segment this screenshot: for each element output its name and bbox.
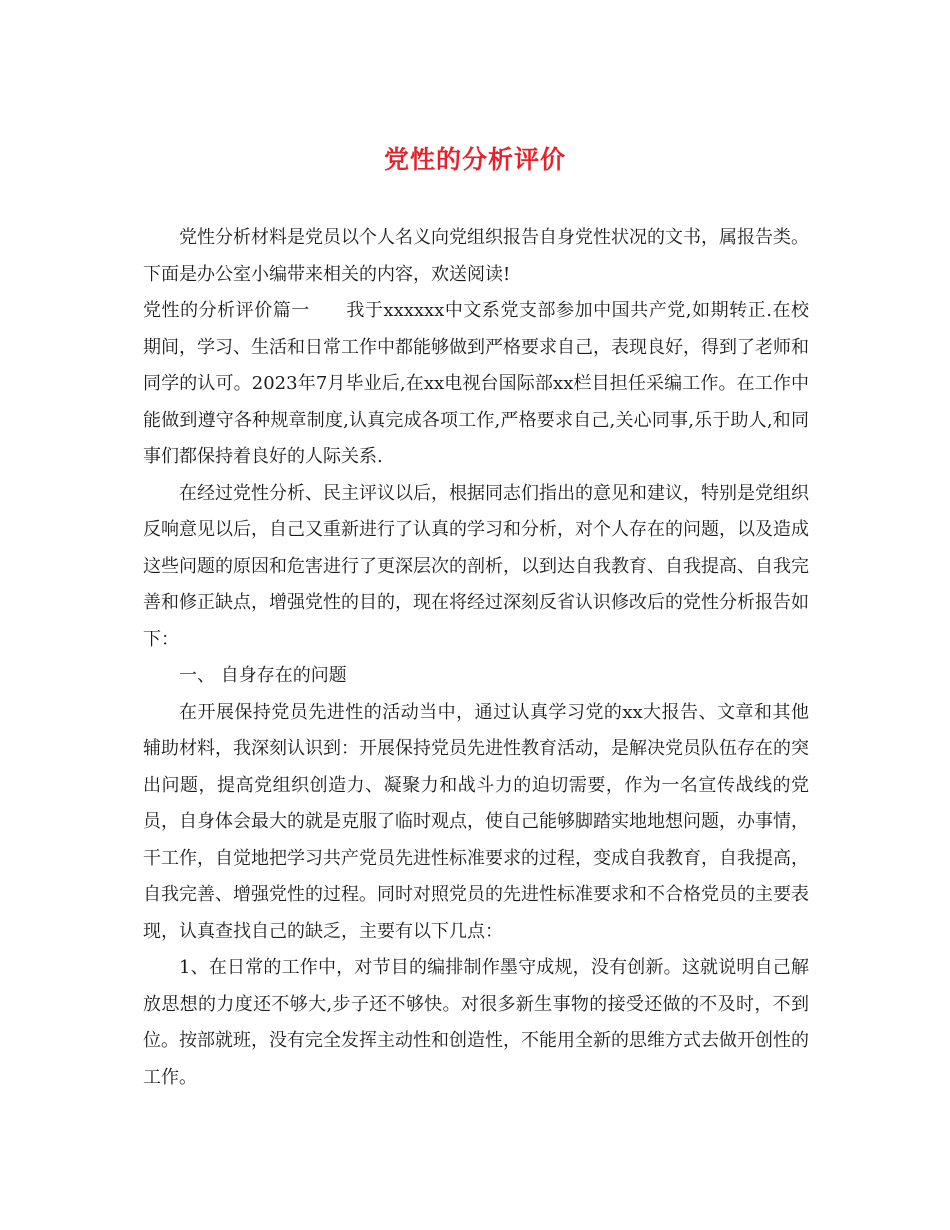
document-title: 党性的分析评价 xyxy=(383,145,566,174)
section-one-text: 我于xxxxxx中文系党支部参加中国共产党,如期转正.在校期间，学习、生活和日常工作中都能够做到严格要求自己，表现良好，得到了老师和同学的认可。2023年7月毕业后,在xx电视台国际部xx栏目担任采编工作。在工作中能做到遵守各种规章制度,认真完成各项工作,严格要求自己,关心同事,乐于助人,和同事们都保持着良好的人际关系. xyxy=(143,300,809,467)
point-one-paragraph: 1、在日常的工作中，对节目的编排制作墨守成规，没有创新。这就说明自己解放思想的力度还不够大,步子还不够快。对很多新生事物的接受还做的不及时，不到位。按部就班，没有完全发挥主动性和创造性，不能用全新的思维方式去做开创性的工作。 xyxy=(143,957,809,1088)
section-one-label: 党性的分析评价篇一 xyxy=(143,300,310,321)
heading-problems: 一、 自身存在的问题 xyxy=(179,665,347,686)
section-one-paragraph xyxy=(143,293,809,476)
intro-paragraph: 党性分析材料是党员以个人名义向党组织报告自身党性状况的文书，属报告类。下面是办公室小编带来相关的内容，欢送阅读! xyxy=(143,227,809,285)
study-paragraph: 在开展保持党员先进性的活动当中，通过认真学习党的xx大报告、文章和其他辅助材料，我深刻认识到：开展保持党员先进性教育活动，是解决党员队伍存在的突出问题，提高党组织创造力、凝聚力和战斗力的迫切需要，作为一名宣传战线的党员，自身体会最大的就是克服了临时观点，使自己能够脚踏实地地想问题，办事情，干工作，自觉地把学习共产党员先进性标准要求的过程，变成自我教育，自我提高，自我完善、增强党性的过程。同时对照党员的先进性标准要求和不合格党员的主要表现，认真查找自己的缺乏，主要有以下几点： xyxy=(143,701,809,942)
review-paragraph: 在经过党性分析、民主评议以后，根据同志们指出的意见和建议，特别是党组织反响意见以后，自己又重新进行了认真的学习和分析，对个人存在的问题，以及造成这些问题的原因和危害进行了更深层次的剖析，以到达自我教育、自我提高、自我完善和修正缺点，增强党性的目的，现在将经过深刻反省认识修改后的党性分析报告如下： xyxy=(143,482,809,650)
document-body xyxy=(143,220,809,1096)
